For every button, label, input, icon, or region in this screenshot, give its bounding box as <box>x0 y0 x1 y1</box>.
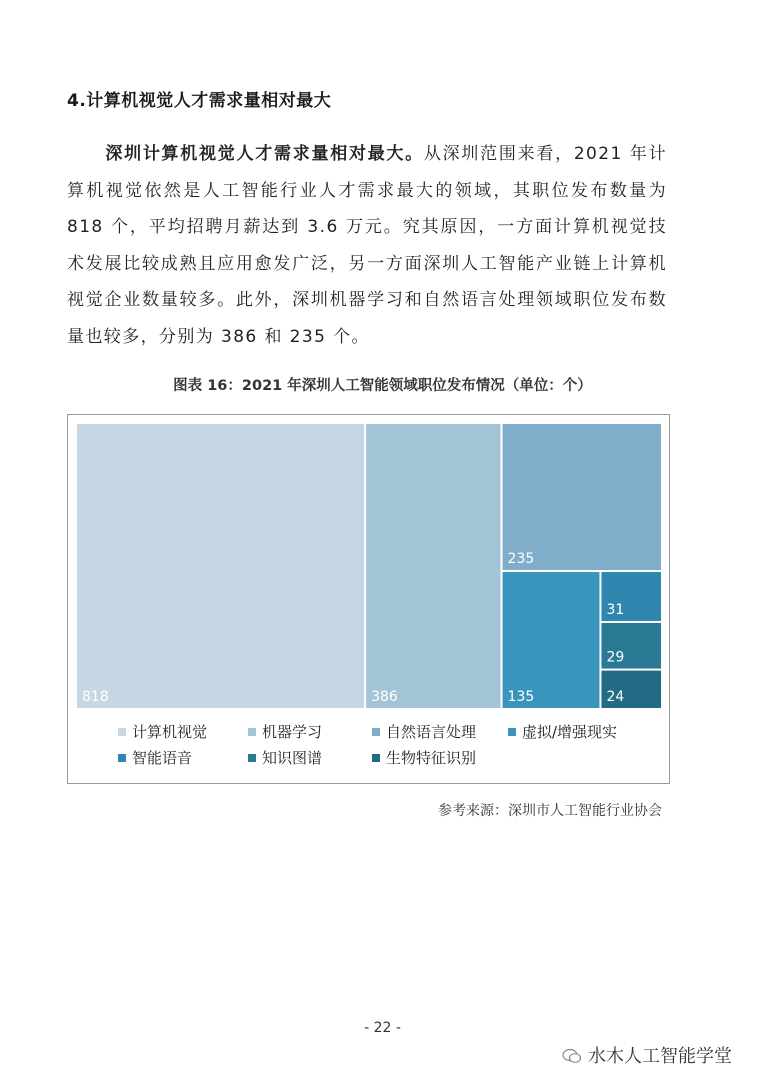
body-paragraph <box>67 136 667 355</box>
legend-label: 智能语音 <box>132 749 193 767</box>
legend-item-knowledge-graph <box>248 747 322 768</box>
treemap-cell-vr-ar <box>503 572 600 708</box>
wechat-icon <box>562 1048 582 1064</box>
treemap-value-label: 31 <box>606 601 625 618</box>
legend-swatch <box>372 728 380 736</box>
legend-row-2 <box>118 747 658 773</box>
section-heading: 4.计算机视觉人才需求量相对最大 <box>67 91 332 111</box>
treemap-cell-computer-vision <box>77 424 364 708</box>
chart-legend <box>118 721 658 773</box>
legend-swatch <box>248 754 256 762</box>
legend-swatch <box>372 754 380 762</box>
legend-item-nlp <box>372 721 476 742</box>
treemap-value-label: 818 <box>82 689 109 705</box>
legend-swatch <box>118 728 126 736</box>
treemap-value-label: 24 <box>606 689 625 705</box>
legend-item-speech <box>118 747 192 768</box>
legend-label: 生物特征识别 <box>386 749 477 767</box>
page-number: - 22 - <box>364 1020 401 1036</box>
paragraph-body: 从深圳范围来看，2021 年计算机视觉依然是人工智能行业人才需求最大的领域，其职位发布数量为 818 个，平均招聘月薪达到 3.6 万元。究其原因，一方面计算机视觉技术发展比较成熟且应用愈发广泛，另一方面深圳人工智能产业链上计算机视觉企业数量较多。此外，深圳机器学习和自然语言处理领域职位发布数量也较多，分别为 386 和 235 个。 <box>67 144 667 347</box>
legend-label: 机器学习 <box>262 723 323 741</box>
legend-label: 计算机视觉 <box>132 723 208 741</box>
treemap-chart <box>67 414 670 784</box>
watermark-text: 水木人工智能学堂 <box>588 1046 732 1067</box>
paragraph-lead: 深圳计算机视觉人才需求量相对最大。 <box>105 144 424 164</box>
legend-item-machine-learning <box>248 721 322 742</box>
treemap-value-label: 135 <box>507 689 535 705</box>
treemap-cell-nlp <box>503 424 661 570</box>
legend-item-biometrics <box>372 747 476 768</box>
treemap-value-label: 29 <box>606 649 625 666</box>
legend-swatch <box>248 728 256 736</box>
treemap-value-label: 235 <box>507 551 535 568</box>
legend-row-1 <box>118 721 658 747</box>
treemap-value-label: 386 <box>371 689 398 705</box>
legend-label: 自然语言处理 <box>386 723 477 741</box>
legend-swatch <box>508 728 516 736</box>
legend-item-computer-vision <box>118 721 207 742</box>
figure-source: 参考来源：深圳市人工智能行业协会 <box>438 803 662 819</box>
legend-label: 知识图谱 <box>262 749 323 767</box>
watermark <box>562 1042 732 1068</box>
treemap-cell-machine-learning <box>366 424 500 708</box>
legend-label: 虚拟/增强现实 <box>522 723 618 741</box>
legend-item-vr-ar <box>508 721 617 742</box>
legend-swatch <box>118 754 126 762</box>
figure-caption: 图表 16：2021 年深圳人工智能领域职位发布情况（单位：个） <box>173 378 592 394</box>
